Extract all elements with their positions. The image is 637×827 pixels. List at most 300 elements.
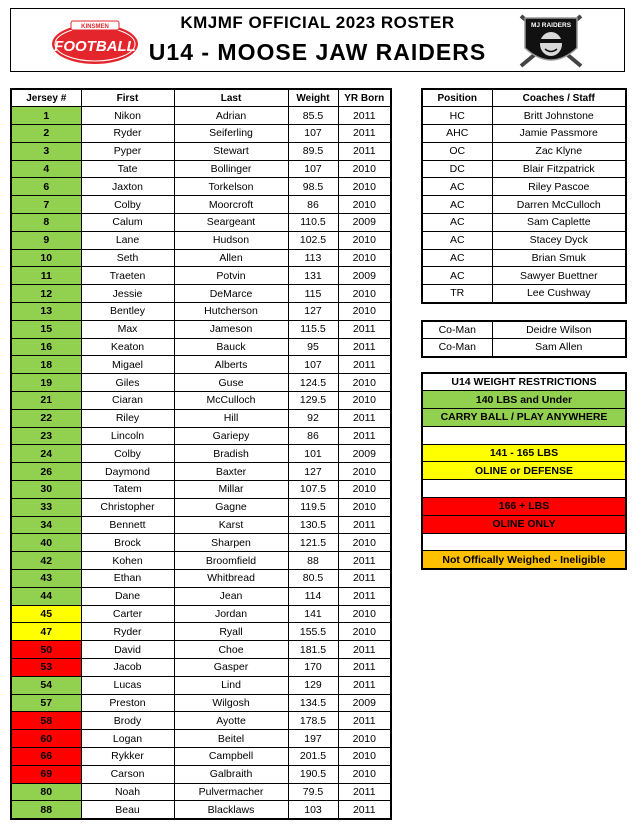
first-name-cell: Migael [81, 356, 174, 374]
weight-cell: 95 [288, 338, 338, 356]
yr-born-cell: 2011 [338, 338, 391, 356]
yr-born-cell: 2011 [338, 712, 391, 730]
first-name-cell: Tate [81, 160, 174, 178]
weight-cell: 170 [288, 659, 338, 677]
weight-cell: 86 [288, 427, 338, 445]
restrictions-body [422, 373, 626, 569]
first-name-cell: Daymond [81, 463, 174, 481]
jersey-cell: 16 [11, 338, 81, 356]
first-name-cell: Kohen [81, 552, 174, 570]
table-row [11, 356, 391, 374]
first-name-cell: Pyper [81, 142, 174, 160]
table-row [422, 391, 626, 409]
jersey-cell: 4 [11, 160, 81, 178]
table-row [11, 125, 391, 143]
yr-born-cell: 2011 [338, 783, 391, 801]
last-name-cell: Bauck [174, 338, 288, 356]
last-name-cell: Beitel [174, 730, 288, 748]
position-cell: Co-Man [422, 339, 492, 357]
first-name-cell: Colby [81, 196, 174, 214]
first-name-cell: Colby [81, 445, 174, 463]
jersey-cell: 50 [11, 641, 81, 659]
table-row [11, 392, 391, 410]
jersey-cell: 12 [11, 285, 81, 303]
table-row [422, 160, 626, 178]
restriction-cell: OLINE ONLY [422, 515, 626, 533]
table-row [11, 427, 391, 445]
first-name-cell: Jaxton [81, 178, 174, 196]
weight-cell: 98.5 [288, 178, 338, 196]
col-coaches-staff: Coaches / Staff [492, 89, 626, 107]
staff-name-cell: Jamie Passmore [492, 125, 626, 143]
last-name-cell: Stewart [174, 142, 288, 160]
first-name-cell: Giles [81, 374, 174, 392]
roster-title: KMJMF OFFICIAL 2023 ROSTER [180, 13, 455, 32]
last-name-cell: Seiferling [174, 125, 288, 143]
table-row [11, 801, 391, 819]
table-row [422, 373, 626, 391]
jersey-cell: 53 [11, 659, 81, 677]
yr-born-cell: 2010 [338, 285, 391, 303]
roster-header [10, 8, 625, 72]
jersey-cell: 54 [11, 676, 81, 694]
jersey-cell: 23 [11, 427, 81, 445]
first-name-cell: Lane [81, 231, 174, 249]
last-name-cell: Karst [174, 516, 288, 534]
table-row [11, 659, 391, 677]
weight-cell: 107 [288, 160, 338, 178]
yr-born-cell: 2010 [338, 730, 391, 748]
table-row [422, 426, 626, 444]
first-name-cell: Max [81, 320, 174, 338]
last-name-cell: Moorcroft [174, 196, 288, 214]
weight-cell: 107 [288, 356, 338, 374]
position-cell: AC [422, 249, 492, 267]
logo-left-top-text: KINSMEN [81, 24, 109, 30]
table-row [11, 320, 391, 338]
table-row [11, 570, 391, 588]
col-weight: Weight [288, 89, 338, 107]
table-row [422, 515, 626, 533]
weight-cell: 127 [288, 463, 338, 481]
last-name-cell: Allen [174, 249, 288, 267]
weight-cell: 89.5 [288, 142, 338, 160]
jersey-cell: 40 [11, 534, 81, 552]
yr-born-cell: 2009 [338, 694, 391, 712]
yr-born-cell: 2010 [338, 392, 391, 410]
weight-cell: 114 [288, 587, 338, 605]
first-name-cell: Riley [81, 409, 174, 427]
jersey-cell: 9 [11, 231, 81, 249]
jersey-cell: 24 [11, 445, 81, 463]
jersey-cell: 80 [11, 783, 81, 801]
last-name-cell: Choe [174, 641, 288, 659]
position-cell: AC [422, 178, 492, 196]
weight-cell: 107.5 [288, 481, 338, 499]
weight-cell: 107 [288, 125, 338, 143]
table-row [11, 160, 391, 178]
jersey-cell: 22 [11, 409, 81, 427]
weight-cell: 86 [288, 196, 338, 214]
last-name-cell: Wilgosh [174, 694, 288, 712]
table-row [422, 480, 626, 498]
weight-cell: 190.5 [288, 765, 338, 783]
weight-cell: 181.5 [288, 641, 338, 659]
weight-cell: 134.5 [288, 694, 338, 712]
staff-name-cell: Riley Pascoe [492, 178, 626, 196]
staff-name-cell: Stacey Dyck [492, 231, 626, 249]
weight-cell: 85.5 [288, 107, 338, 125]
last-name-cell: Ayotte [174, 712, 288, 730]
yr-born-cell: 2011 [338, 125, 391, 143]
yr-born-cell: 2011 [338, 516, 391, 534]
last-name-cell: DeMarce [174, 285, 288, 303]
table-row [11, 249, 391, 267]
jersey-cell: 11 [11, 267, 81, 285]
yr-born-cell: 2010 [338, 249, 391, 267]
jersey-cell: 21 [11, 392, 81, 410]
last-name-cell: Guse [174, 374, 288, 392]
jersey-cell: 13 [11, 303, 81, 321]
yr-born-cell: 2009 [338, 267, 391, 285]
jersey-cell: 88 [11, 801, 81, 819]
position-cell: OC [422, 142, 492, 160]
yr-born-cell: 2010 [338, 747, 391, 765]
last-name-cell: Pulvermacher [174, 783, 288, 801]
table-row [11, 694, 391, 712]
table-row [11, 303, 391, 321]
last-name-cell: Hutcherson [174, 303, 288, 321]
first-name-cell: Logan [81, 730, 174, 748]
roster-header-row [11, 89, 391, 107]
restriction-cell: OLINE or DEFENSE [422, 462, 626, 480]
table-row [11, 516, 391, 534]
yr-born-cell: 2009 [338, 445, 391, 463]
position-cell: Co-Man [422, 321, 492, 339]
last-name-cell: Adrian [174, 107, 288, 125]
yr-born-cell: 2011 [338, 142, 391, 160]
col-yr-born: YR Born [338, 89, 391, 107]
first-name-cell: Brody [81, 712, 174, 730]
jersey-cell: 3 [11, 142, 81, 160]
jersey-cell: 57 [11, 694, 81, 712]
weight-cell: 113 [288, 249, 338, 267]
weight-cell: 129 [288, 676, 338, 694]
last-name-cell: Blacklaws [174, 801, 288, 819]
first-name-cell: David [81, 641, 174, 659]
col-jersey: Jersey # [11, 89, 81, 107]
co-managers-table [421, 320, 627, 358]
last-name-cell: Sharpen [174, 534, 288, 552]
last-name-cell: Torkelson [174, 178, 288, 196]
table-row [422, 444, 626, 462]
table-row [11, 463, 391, 481]
staff-name-cell: Darren McCulloch [492, 196, 626, 214]
jersey-cell: 10 [11, 249, 81, 267]
yr-born-cell: 2010 [338, 160, 391, 178]
yr-born-cell: 2009 [338, 214, 391, 232]
col-position: Position [422, 89, 492, 107]
table-row [11, 676, 391, 694]
yr-born-cell: 2011 [338, 659, 391, 677]
weight-cell: 141 [288, 605, 338, 623]
table-row [11, 142, 391, 160]
first-name-cell: Bennett [81, 516, 174, 534]
logo-left-main-text: FOOTBALL [54, 38, 136, 55]
coaches-body [422, 107, 626, 303]
table-row [11, 267, 391, 285]
first-name-cell: Jacob [81, 659, 174, 677]
table-row [11, 231, 391, 249]
first-name-cell: Lucas [81, 676, 174, 694]
weight-cell: 121.5 [288, 534, 338, 552]
first-name-cell: Lincoln [81, 427, 174, 445]
jersey-cell: 44 [11, 587, 81, 605]
jersey-cell: 30 [11, 481, 81, 499]
first-name-cell: Rykker [81, 747, 174, 765]
first-name-cell: Brock [81, 534, 174, 552]
last-name-cell: Whitbread [174, 570, 288, 588]
last-name-cell: Galbraith [174, 765, 288, 783]
col-first: First [81, 89, 174, 107]
table-row [11, 445, 391, 463]
jersey-cell: 2 [11, 125, 81, 143]
first-name-cell: Keaton [81, 338, 174, 356]
table-row [11, 783, 391, 801]
last-name-cell: Gagne [174, 498, 288, 516]
table-row [422, 142, 626, 160]
staff-name-cell: Sam Allen [492, 339, 626, 357]
jersey-cell: 43 [11, 570, 81, 588]
table-row [11, 374, 391, 392]
roster-body [11, 107, 391, 819]
weight-cell: 130.5 [288, 516, 338, 534]
table-row [11, 730, 391, 748]
table-row [422, 462, 626, 480]
weight-cell: 79.5 [288, 783, 338, 801]
coaches-table [421, 88, 627, 304]
weight-cell: 129.5 [288, 392, 338, 410]
weight-cell: 80.5 [288, 570, 338, 588]
last-name-cell: Millar [174, 481, 288, 499]
first-name-cell: Ryder [81, 125, 174, 143]
table-row [422, 533, 626, 551]
yr-born-cell: 2010 [338, 765, 391, 783]
last-name-cell: McCulloch [174, 392, 288, 410]
jersey-cell: 66 [11, 747, 81, 765]
first-name-cell: Bentley [81, 303, 174, 321]
staff-name-cell: Sam Caplette [492, 214, 626, 232]
jersey-cell: 33 [11, 498, 81, 516]
yr-born-cell: 2011 [338, 801, 391, 819]
yr-born-cell: 2010 [338, 481, 391, 499]
restriction-cell [422, 480, 626, 498]
table-row [11, 534, 391, 552]
logo-right-text: MJ RAIDERS [530, 22, 572, 29]
weight-cell: 115.5 [288, 320, 338, 338]
jersey-cell: 34 [11, 516, 81, 534]
last-name-cell: Jean [174, 587, 288, 605]
position-cell: HC [422, 107, 492, 125]
table-row [11, 747, 391, 765]
yr-born-cell: 2010 [338, 196, 391, 214]
position-cell: AC [422, 231, 492, 249]
table-row [422, 267, 626, 285]
player-roster-table [10, 88, 392, 820]
weight-cell: 92 [288, 409, 338, 427]
last-name-cell: Hudson [174, 231, 288, 249]
weight-cell: 131 [288, 267, 338, 285]
table-row [11, 409, 391, 427]
first-name-cell: Preston [81, 694, 174, 712]
yr-born-cell: 2011 [338, 320, 391, 338]
weight-cell: 155.5 [288, 623, 338, 641]
last-name-cell: Jordan [174, 605, 288, 623]
jersey-cell: 1 [11, 107, 81, 125]
weight-restrictions-table [421, 372, 627, 570]
last-name-cell: Seargeant [174, 214, 288, 232]
last-name-cell: Baxter [174, 463, 288, 481]
yr-born-cell: 2011 [338, 409, 391, 427]
yr-born-cell: 2010 [338, 178, 391, 196]
mj-raiders-logo [515, 12, 587, 70]
table-row [11, 196, 391, 214]
position-cell: DC [422, 160, 492, 178]
yr-born-cell: 2011 [338, 356, 391, 374]
jersey-cell: 15 [11, 320, 81, 338]
weight-cell: 197 [288, 730, 338, 748]
yr-born-cell: 2011 [338, 552, 391, 570]
jersey-cell: 47 [11, 623, 81, 641]
table-row [422, 285, 626, 303]
table-row [11, 765, 391, 783]
restriction-cell: U14 WEIGHT RESTRICTIONS [422, 373, 626, 391]
restriction-cell: 166 + LBS [422, 498, 626, 516]
coaches-header-row [422, 89, 626, 107]
yr-born-cell: 2011 [338, 641, 391, 659]
yr-born-cell: 2010 [338, 605, 391, 623]
restriction-cell [422, 426, 626, 444]
staff-name-cell: Deidre Wilson [492, 321, 626, 339]
yr-born-cell: 2010 [338, 374, 391, 392]
first-name-cell: Noah [81, 783, 174, 801]
weight-cell: 119.5 [288, 498, 338, 516]
last-name-cell: Hill [174, 409, 288, 427]
last-name-cell: Bradish [174, 445, 288, 463]
table-row [11, 285, 391, 303]
jersey-cell: 7 [11, 196, 81, 214]
table-row [11, 338, 391, 356]
first-name-cell: Ethan [81, 570, 174, 588]
first-name-cell: Christopher [81, 498, 174, 516]
jersey-cell: 45 [11, 605, 81, 623]
yr-born-cell: 2011 [338, 587, 391, 605]
staff-name-cell: Brian Smuk [492, 249, 626, 267]
last-name-cell: Gasper [174, 659, 288, 677]
last-name-cell: Bollinger [174, 160, 288, 178]
first-name-cell: Carter [81, 605, 174, 623]
table-row [422, 107, 626, 125]
restriction-cell [422, 533, 626, 551]
staff-name-cell: Britt Johnstone [492, 107, 626, 125]
first-name-cell: Calum [81, 214, 174, 232]
table-row [422, 178, 626, 196]
last-name-cell: Ryall [174, 623, 288, 641]
weight-cell: 124.5 [288, 374, 338, 392]
first-name-cell: Jessie [81, 285, 174, 303]
yr-born-cell: 2010 [338, 623, 391, 641]
jersey-cell: 18 [11, 356, 81, 374]
restriction-cell: Not Offically Weighed - Ineligible [422, 551, 626, 569]
staff-name-cell: Sawyer Buettner [492, 267, 626, 285]
first-name-cell: Dane [81, 587, 174, 605]
table-row [11, 641, 391, 659]
weight-cell: 110.5 [288, 214, 338, 232]
jersey-cell: 69 [11, 765, 81, 783]
yr-born-cell: 2011 [338, 676, 391, 694]
team-title: U14 - MOOSE JAW RAIDERS [148, 39, 487, 65]
col-last: Last [174, 89, 288, 107]
table-row [422, 409, 626, 427]
table-row [11, 498, 391, 516]
weight-cell: 201.5 [288, 747, 338, 765]
jersey-cell: 6 [11, 178, 81, 196]
last-name-cell: Lind [174, 676, 288, 694]
first-name-cell: Carson [81, 765, 174, 783]
table-row [11, 552, 391, 570]
position-cell: AHC [422, 125, 492, 143]
table-row [422, 551, 626, 569]
jersey-cell: 58 [11, 712, 81, 730]
last-name-cell: Alberts [174, 356, 288, 374]
yr-born-cell: 2011 [338, 427, 391, 445]
table-row [422, 321, 626, 339]
staff-name-cell: Zac Klyne [492, 142, 626, 160]
table-row [422, 196, 626, 214]
table-row [11, 587, 391, 605]
last-name-cell: Potvin [174, 267, 288, 285]
weight-cell: 103 [288, 801, 338, 819]
table-row [11, 712, 391, 730]
table-row [11, 605, 391, 623]
jersey-cell: 8 [11, 214, 81, 232]
last-name-cell: Jameson [174, 320, 288, 338]
first-name-cell: Traeten [81, 267, 174, 285]
yr-born-cell: 2010 [338, 231, 391, 249]
table-row [422, 339, 626, 357]
table-row [11, 107, 391, 125]
table-row [422, 249, 626, 267]
first-name-cell: Ryder [81, 623, 174, 641]
table-row [422, 214, 626, 232]
first-name-cell: Tatem [81, 481, 174, 499]
weight-cell: 127 [288, 303, 338, 321]
jersey-cell: 19 [11, 374, 81, 392]
position-cell: AC [422, 214, 492, 232]
first-name-cell: Nikon [81, 107, 174, 125]
weight-cell: 102.5 [288, 231, 338, 249]
restriction-cell: 141 - 165 LBS [422, 444, 626, 462]
last-name-cell: Gariepy [174, 427, 288, 445]
weight-cell: 115 [288, 285, 338, 303]
position-cell: AC [422, 196, 492, 214]
yr-born-cell: 2011 [338, 570, 391, 588]
yr-born-cell: 2011 [338, 107, 391, 125]
table-row [422, 231, 626, 249]
table-row [11, 178, 391, 196]
jersey-cell: 42 [11, 552, 81, 570]
staff-name-cell: Blair Fitzpatrick [492, 160, 626, 178]
